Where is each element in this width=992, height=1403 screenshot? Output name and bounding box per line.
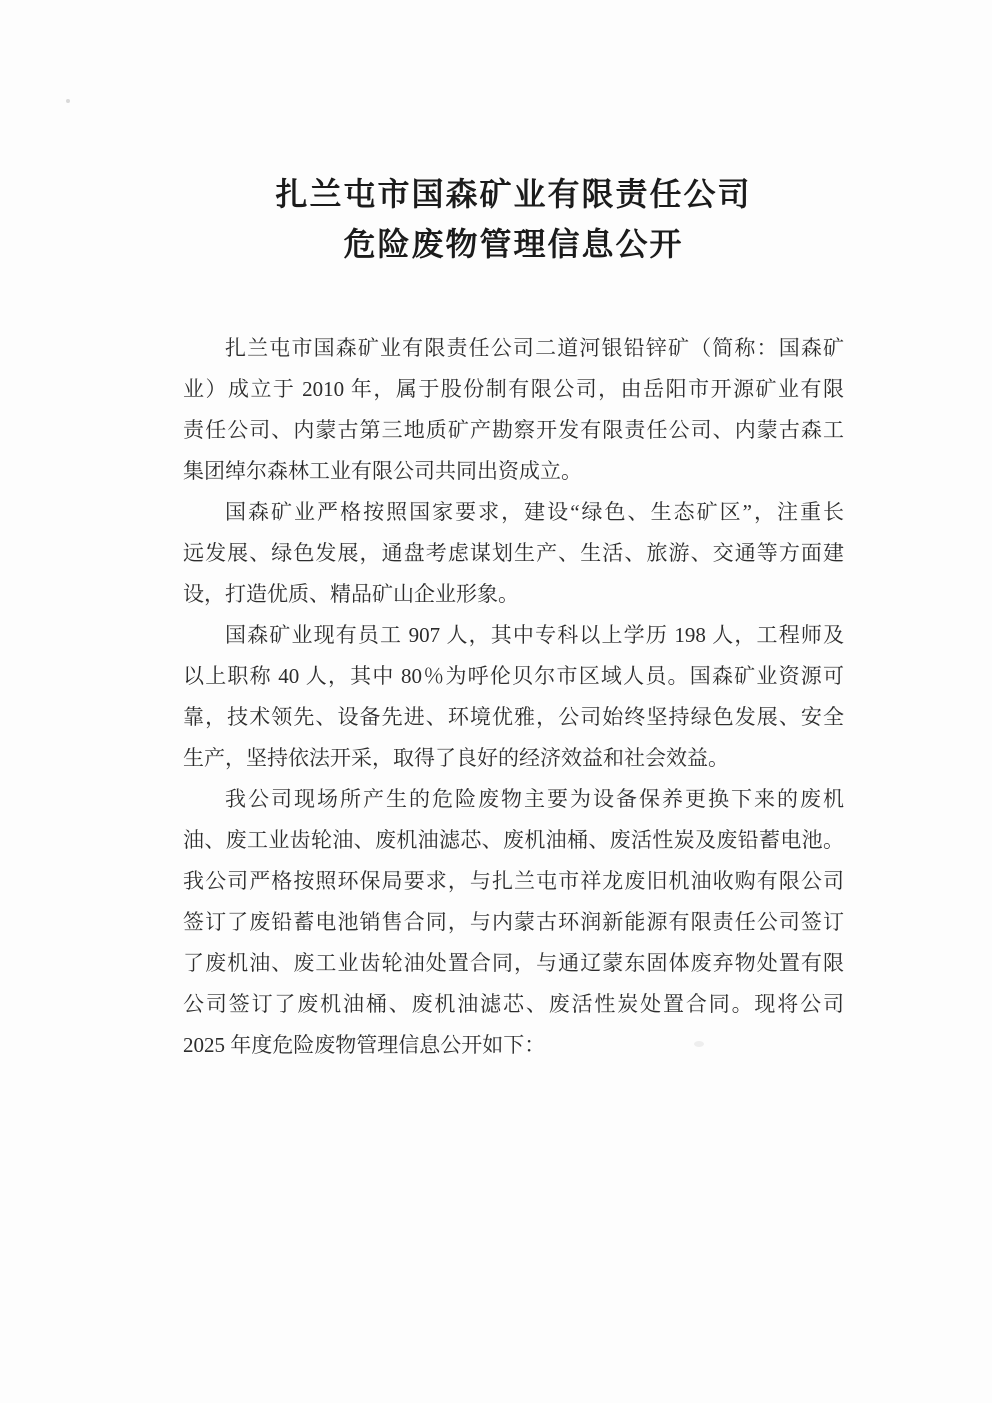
body-text-line: 生产，坚持依法开采，取得了良好的经济效益和社会效益。 [183,746,729,770]
body-text-line: 签订了废铅蓄电池销售合同，与内蒙古环润新能源有限责任公司签订 [183,910,844,934]
body-text-line: 以上职称 40 人，其中 80％为呼伦贝尔市区域人员。国森矿业资源可 [183,664,844,688]
body-text-line: 扎兰屯市国森矿业有限责任公司二道河银铅锌矿（简称：国森矿 [225,336,844,360]
body-text-line: 了废机油、废工业齿轮油处置合同，与通辽蒙东固体废弃物处置有限 [183,951,844,975]
paragraph-company-founding [183,328,844,492]
body-text-line: 我公司现场所产生的危险废物主要为设备保养更换下来的废机 [225,787,844,811]
body-text-line: 业）成立于 2010 年，属于股份制有限公司，由岳阳市开源矿业有限 [183,377,844,401]
body-text-line: 设，打造优质、精品矿山企业形象。 [183,582,519,606]
document-title [183,169,844,269]
body-text-line: 国森矿业现有员工 907 人，其中专科以上学历 198 人，工程师及 [225,623,844,647]
body-text-line: 责任公司、内蒙古第三地质矿产勘察开发有限责任公司、内蒙古森工 [183,418,844,442]
body-text-line: 2025 年度危险废物管理信息公开如下： [183,1033,546,1057]
body-text-line: 靠，技术领先、设备先进、环境优雅，公司始终坚持绿色发展、安全 [183,705,844,729]
body-text-line: 集团绰尔森林工业有限公司共同出资成立。 [183,459,582,483]
body-text-line: 公司签订了废机油桶、废机油滤芯、废活性炭处置合同。现将公司 [183,992,844,1016]
paragraph-staff-and-operations [183,615,844,779]
body-text-line: 远发展、绿色发展，通盘考虑谋划生产、生活、旅游、交通等方面建 [183,541,844,565]
document-title-line-1: 扎兰屯市国森矿业有限责任公司 [275,176,752,212]
document-title-line-2: 危险废物管理信息公开 [343,226,684,262]
body-text-line: 我公司严格按照环保局要求，与扎兰屯市祥龙废旧机油收购有限公司 [183,869,844,893]
paragraph-hazardous-waste-contracts [183,779,844,1066]
body-text-line: 国森矿业严格按照国家要求，建设“绿色、生态矿区”，注重长 [225,500,844,524]
scan-artifact-dot [66,99,70,103]
body-text-line: 油、废工业齿轮油、废机油滤芯、废机油桶、废活性炭及废铅蓄电池。 [183,828,844,852]
document-body [183,328,844,1066]
paragraph-green-mine-construction [183,492,844,615]
